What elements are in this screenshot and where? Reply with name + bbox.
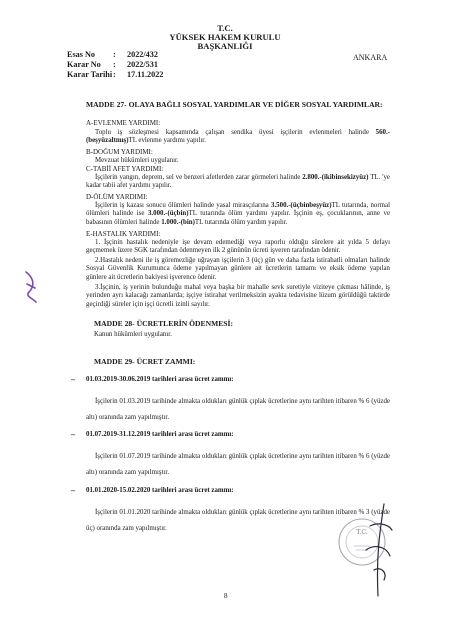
hastalik-item-1: 1. İşçinin hastalık nedeniyle işe devam edemediği veya raporlu olduğu sürelere ait yılda 5 defayı geçmemek üzere SGK tarafından ödenmeyen ilk 2 gününün ücreti işveren tarafından ödenir. (86, 239, 390, 255)
madde28-text: Kanun hükümleri uygulanır. (94, 331, 172, 338)
hastalik-item-2: 2.Hastalık nedeni ile iş göremezliğe uğrayan işçilerin 3 (üç) gün ve daha fazla istirahatli olmaları halinde Sosyal Güvenlik Kurumunca ödeme yapılmayan günlere ait ücretlerin tamamı ve eksik ödeme yapılan günlere ait ücretlerin bakiyesi işverence ödenir. (86, 257, 390, 281)
zam-period-1: 01.03.2019-30.06.2019 tarihleri arası ücret zammı: (86, 376, 234, 383)
header-institution: YÜKSEK HAKEM KURULU (169, 32, 281, 42)
zam-text-3: İşçilerin 01.01.2020 tarihinde almakta oldukları günlük çıplak ücretlerine aynı tarihten itibaren % 3 (yüzde üç) oranında zam yapılmıştır. (86, 509, 390, 532)
header-tc: T.C. (217, 23, 233, 33)
meta-karar-tarihi: Karar Tarihi: 17.11.2022 (67, 70, 164, 79)
zam-text-1: İşçilerin 01.03.2019 tarihinde almakta oldukları günlük çıplak ücretlerine aynı tarihten itibaren % 6 (yüzde altı) oranında zam yapılmıştır. (86, 398, 390, 421)
seal-text: T.C. (356, 529, 368, 536)
evlenme-text: Toplu iş sözleşmesi kapsamında çalışan sendika üyesi işçilerin evlenmeleri halinde 560.-(beşyüzaltmış)TL evlenme yardımı yapılır. (86, 129, 390, 145)
margin-initial-mark (20, 268, 42, 306)
list-dash: – (71, 486, 75, 495)
zam-period-2: 01.07.2019-31.12.2019 tarihleri arası ücret zammı: (86, 431, 234, 438)
zam-text-2: İşçilerin 01.07.2019 tarihinde almakta oldukları günlük çıplak ücretlerine aynı tarihten itibaren % 6 (yüzde altı) oranında zam yapılmıştır. (86, 453, 390, 476)
olum-text: İşçilerin iş kazası sonucu ölümleri halinde yasal mirasçılarına 3.500.-(üçbinbeşyüz)TL tutarında, normal ölümleri halinde ise 3.000.-(üçbin)TL tutarında ölüm yardımı yapılır. İşçinin eş, çocuklarının, anne ve babasının ölümleri halinde 1.000.-(bin)TL tutarında ölüm yardım yapılır. (86, 202, 390, 226)
page-number: 8 (224, 592, 228, 600)
dogum-text: Mevzuat hükümleri uygulanır. (95, 157, 179, 164)
city-label: ANKARA (353, 53, 388, 62)
signature-mark (340, 500, 410, 600)
madde27-title: MADDE 27- OLAYA BAĞLI SOSYAL YARDIMLAR VE DİĞER SOSYAL YARDIMLAR: (86, 100, 383, 109)
madde28-title: MADDE 28- ÜCRETLERİN ÖDENMESİ: (94, 319, 234, 328)
hastalik-title: E-HASTALIK YARDIMI: (86, 230, 161, 238)
meta-esas-no: Esas No : 2022/432 (67, 50, 158, 59)
header-department: BAŞKANLIĞI (197, 41, 253, 51)
evlenme-title: A-EVLENME YARDIMI: (86, 119, 161, 127)
dogum-title: B-DOĞUM YARDIMI: (86, 148, 153, 156)
afet-text: İşçilerin yangın, deprem, sel ve benzeri afetlerden zarar görmeleri halinde 2.800.-(ikibinsekizyüz) TL. 'ye kadar tabii afet yardımı yapılır. (86, 174, 390, 190)
zam-period-3: 01.01.2020-15.02.2020 tarihleri arası ücret zammı: (86, 487, 234, 494)
madde29-title: MADDE 29- ÜCRET ZAMMI: (94, 357, 196, 366)
list-dash: – (71, 375, 75, 384)
list-dash: – (71, 430, 75, 439)
meta-karar-no: Karar No : 2022/531 (67, 60, 158, 69)
olum-title: D-ÖLÜM YARDIMI: (86, 193, 148, 201)
hastalik-item-3: 3.İşçinin, iş yerinin bulunduğu mahal veya başka bir mahalle sevk suretiyle viziteye çıkması hâlinde, iş yerinden ayrı kalacağı zamanlarda; işçiye istirahat verilmeksizin ayakta tedavisine lüzum görüldüğü taktirde geçirdiği süreler için işçi ücretli izinli sayılır. (86, 284, 390, 308)
afet-title: C-TABİİ AFET YARDIMI: (86, 165, 164, 173)
